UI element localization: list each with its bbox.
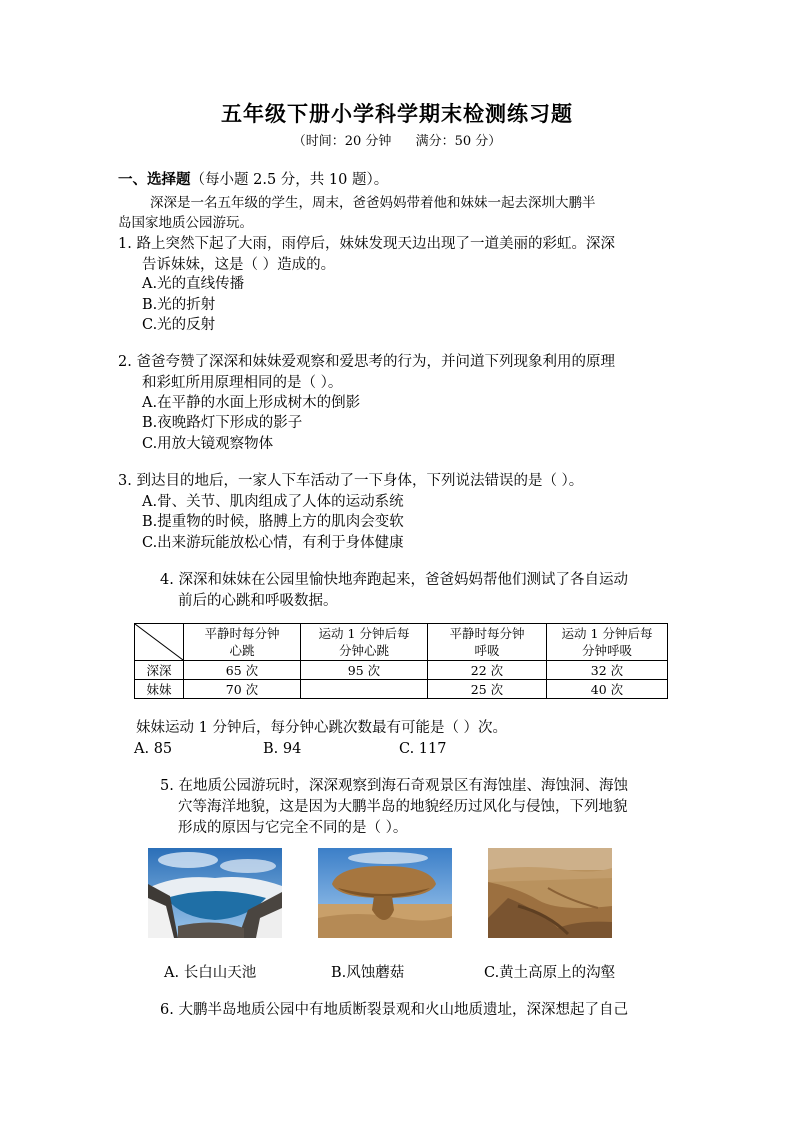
table-cell: 25 次: [428, 680, 547, 699]
q4-option-b: B. 94: [263, 741, 302, 757]
diagonal-line-icon: [135, 624, 183, 660]
section-heading: [118, 170, 388, 190]
q3-option-b: B.提重物的时候，胳膊上方的肌肉会变软: [142, 514, 404, 530]
photo-loess-gully: [488, 848, 612, 938]
q1-option-b: B.光的折射: [142, 297, 216, 313]
q6-stem-1: 6. 大鹏半岛地质公园中有地质断裂景观和火山地质遗址，深深想起了自己: [160, 1002, 628, 1018]
header-cell-1: 平静时每分钟 心跳: [184, 624, 301, 661]
table-cell: 40 次: [547, 680, 668, 699]
intro-line-2: 岛国家地质公园游玩。: [118, 215, 253, 231]
table-cell: 65 次: [184, 661, 301, 680]
header-cell-4: 运动 1 分钟后每 分钟呼吸: [547, 624, 668, 661]
table-header-row: [135, 624, 668, 661]
q2-option-c: C.用放大镜观察物体: [142, 436, 274, 452]
q3-option-c: C.出来游玩能放松心情，有利于身体健康: [142, 535, 404, 551]
photo-tianchi-lake: [148, 848, 282, 938]
q4-stem-2: 前后的心跳和呼吸数据。: [178, 593, 338, 609]
q3-option-a: A.骨、关节、肌肉组成了人体的运动系统: [142, 494, 404, 510]
page-title: 五年级下册小学科学期末检测练习题: [221, 101, 573, 126]
q1-option-c: C.光的反射: [142, 317, 216, 333]
table-cell: 32 次: [547, 661, 668, 680]
section-note: （每小题 2.5 分，共 10 题）。: [190, 172, 389, 188]
table-cell: [301, 680, 428, 699]
q5-stem-3: 形成的原因与它完全不同的是（ ）。: [178, 820, 408, 836]
q5-option-c: C.黄土高原上的沟壑: [484, 965, 616, 981]
heart-breath-table: [134, 623, 668, 699]
row-name: 深深: [135, 661, 184, 680]
q2-option-a: A.在平静的水面上形成树木的倒影: [142, 395, 361, 411]
row-name: 妹妹: [135, 680, 184, 699]
table-cell: 22 次: [428, 661, 547, 680]
q2-stem-1: 2. 爸爸夸赞了深深和妹妹爱观察和爱思考的行为，并问道下列现象利用的原理: [118, 354, 615, 370]
exam-info: [0, 130, 794, 149]
q1-stem-1: 1. 路上突然下起了大雨，雨停后，妹妹发现天边出现了一道美丽的彩虹。深深: [118, 236, 615, 252]
q4-option-c: C. 117: [399, 741, 447, 757]
q5-option-b: B.风蚀蘑菇: [331, 965, 405, 981]
q2-option-b: B.夜晚路灯下形成的影子: [142, 415, 303, 431]
exam-time: （时间：20 分钟: [292, 134, 392, 149]
photo-wind-mushroom-rock: [318, 848, 452, 938]
q4-question: 妹妹运动 1 分钟后，每分钟心跳次数最有可能是（ ）次。: [136, 720, 508, 736]
q2-stem-2: 和彩虹所用原理相同的是（ ）。: [142, 375, 343, 391]
q5-stem-2: 穴等海洋地貌，这是因为大鹏半岛的地貌经历过风化与侵蚀，下列地貌: [178, 799, 628, 815]
header-cell-2: 运动 1 分钟后每 分钟心跳: [301, 624, 428, 661]
table-cell: 70 次: [184, 680, 301, 699]
table-row: [135, 680, 668, 699]
exam-score: 满分：50 分）: [415, 134, 502, 149]
header-cell-3: 平静时每分钟 呼吸: [428, 624, 547, 661]
q3-stem-1: 3. 到达目的地后，一家人下车活动了一下身体，下列说法错误的是（ ）。: [118, 473, 584, 489]
q4-stem-1: 4. 深深和妹妹在公园里愉快地奔跑起来，爸爸妈妈帮他们测试了各自运动: [160, 572, 628, 588]
q4-option-a: A. 85: [134, 741, 173, 757]
q1-option-a: A.光的直线传播: [142, 276, 245, 292]
q5-option-a: A. 长白山天池: [164, 965, 257, 981]
intro-line-1: 深深是一名五年级的学生，周末，爸爸妈妈带着他和妹妹一起去深圳大鹏半: [150, 195, 596, 211]
q5-stem-1: 5. 在地质公园游玩时，深深观察到海石奇观景区有海蚀崖、海蚀洞、海蚀: [160, 778, 628, 794]
section-title: 一、选择题: [118, 171, 191, 188]
table-corner-cell: [135, 624, 184, 661]
table-cell: 95 次: [301, 661, 428, 680]
q1-stem-2: 告诉妹妹，这是（ ）造成的。: [142, 257, 336, 273]
table-row: [135, 661, 668, 680]
